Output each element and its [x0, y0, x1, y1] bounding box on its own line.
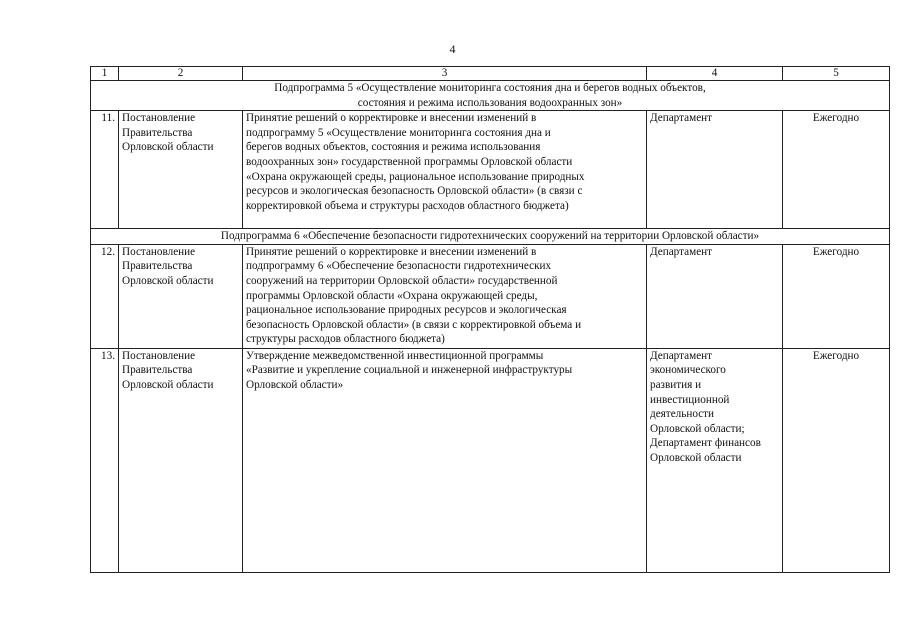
row-number: 11.	[91, 111, 119, 229]
term: Ежегодно	[783, 244, 890, 348]
column-header-5: 5	[783, 67, 890, 81]
measure-text: Принятие решений о корректировке и внесении изменений в подпрограмму 6 «Обеспечение безопасности гидротехнических сооружений на территории Орловской области» государственной программы Орловской области «Охрана окружающей среды, рациональное использование природных ресурсов и экологическая безопасность Орловской области» (в связи с корректировкой объема и структуры расходов областного бюджета)	[243, 244, 647, 348]
column-header-row	[91, 67, 890, 81]
section-title-5: Подпрограмма 5 «Осуществление мониторинга состояния дна и берегов водных объектов, состояния и режима использования водоохранных зон»	[91, 81, 890, 111]
table-row-11	[91, 111, 890, 229]
executor: Департамент экономического развития и инвестиционной деятельности Орловской области; Департамент финансов Орловской области	[647, 348, 783, 572]
measures-table	[90, 66, 890, 573]
page-number: 4	[449, 42, 456, 56]
table-row-12	[91, 244, 890, 348]
measure-text: Утверждение межведомственной инвестиционной программы «Развитие и укрепление социальной и инженерной инфраструктуры Орловской области»	[243, 348, 647, 572]
column-header-1: 1	[91, 67, 119, 81]
section-title-6: Подпрограмма 6 «Обеспечение безопасности гидротехнических сооружений на территории Орловской области»	[91, 229, 890, 245]
column-header-3: 3	[243, 67, 647, 81]
term: Ежегодно	[783, 111, 890, 229]
section-row-6	[91, 229, 890, 245]
section-row-5	[91, 81, 890, 111]
column-header-2: 2	[119, 67, 243, 81]
term: Ежегодно	[783, 348, 890, 572]
executor: Департамент	[647, 244, 783, 348]
row-number: 13.	[91, 348, 119, 572]
document-type: Постановление Правительства Орловской области	[119, 111, 243, 229]
table-row-13	[91, 348, 890, 572]
document-type: Постановление Правительства Орловской области	[119, 244, 243, 348]
measure-text: Принятие решений о корректировке и внесении изменений в подпрограмму 5 «Осуществление мониторинга состояния дна и берегов водных объектов, состояния и режима использования водоохранных зон» государственной программы Орловской области «Охрана окружающей среды, рациональное использование природных ресурсов и экологическая безопасность Орловской области» (в связи с корректировкой объема и структуры расходов областного бюджета)	[243, 111, 647, 229]
document-type: Постановление Правительства Орловской области	[119, 348, 243, 572]
executor: Департамент	[647, 111, 783, 229]
row-number: 12.	[91, 244, 119, 348]
column-header-4: 4	[647, 67, 783, 81]
